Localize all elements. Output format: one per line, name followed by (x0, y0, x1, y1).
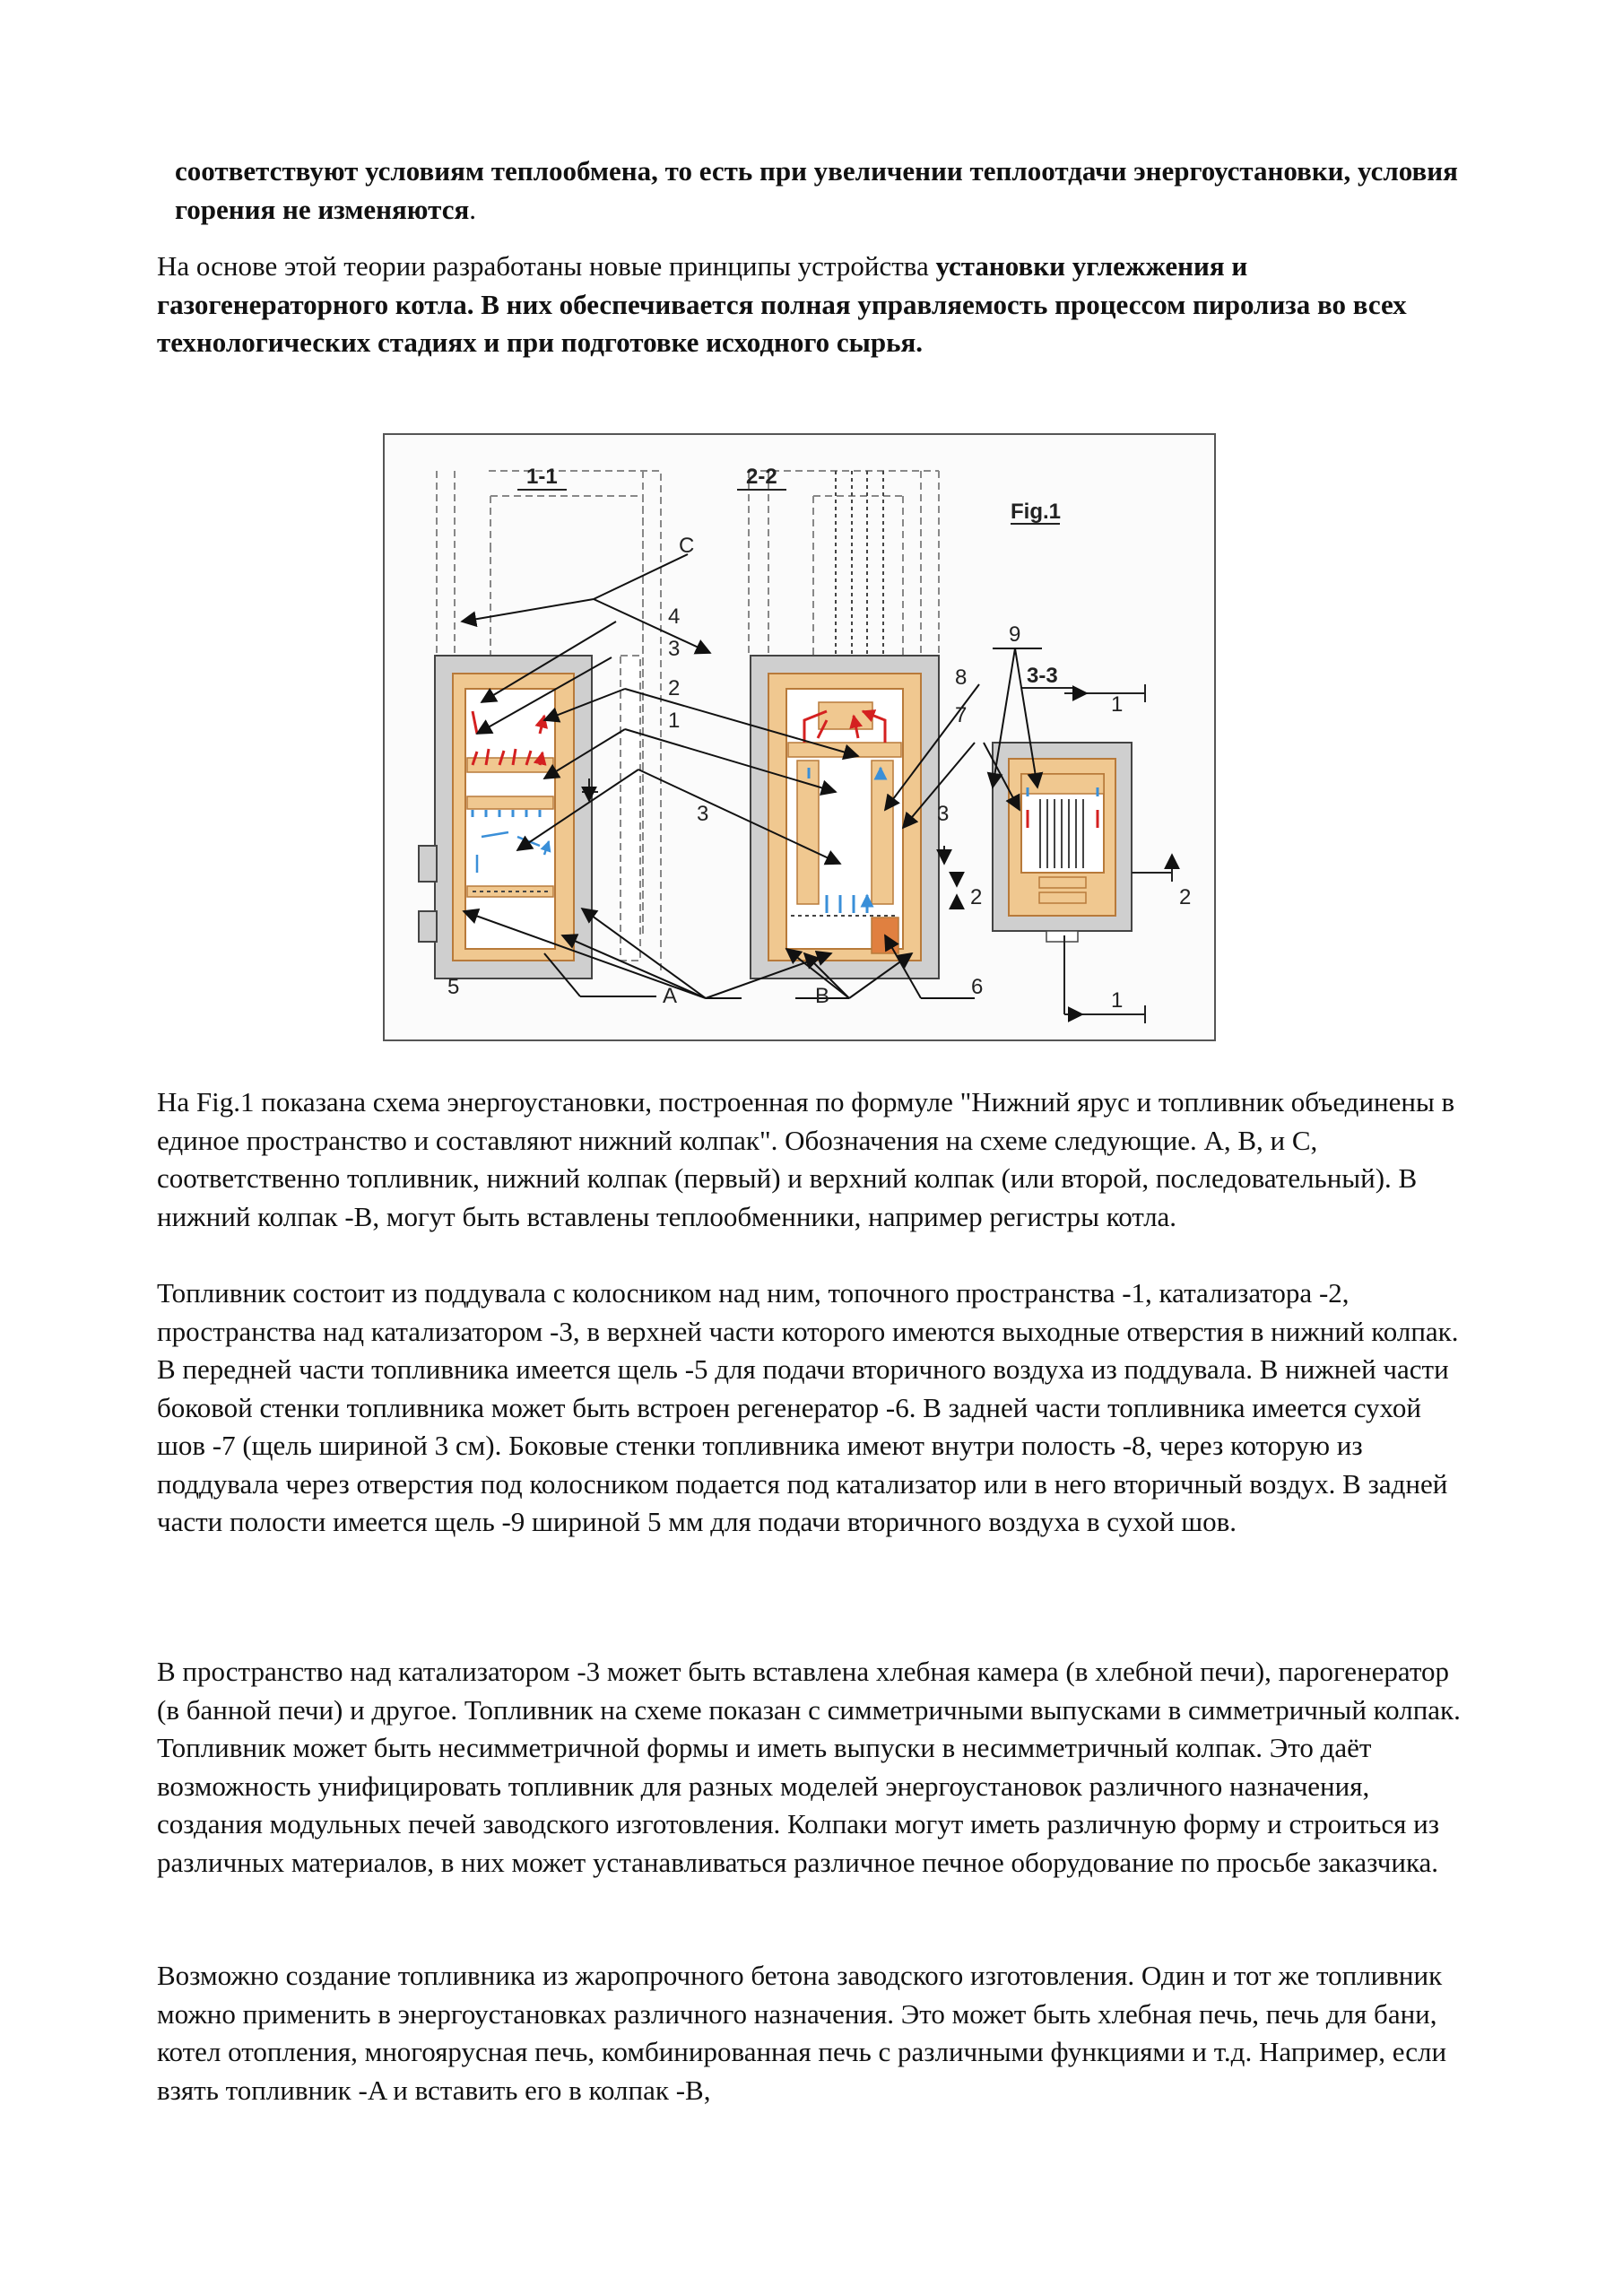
label-1-top: 1 (1111, 692, 1124, 717)
figure-1 (383, 433, 1216, 1041)
label-8: 8 (955, 665, 968, 690)
concrete-firebox-paragraph: Возможно создание топливника из жаропрочного бетона заводского изготовления. Один и тот же топливник можно применить в энергоустановках различного назначения. Это может быть хлебная печь, печь для бани, котел отопления, многоярусная печь, комбинированная печь с различными функциями и т.д. Например, если взять топливник -A и вставить его в колпак -B, (157, 1960, 1447, 2106)
label-2: 2 (668, 676, 681, 700)
label-2-right: 2 (1179, 885, 1192, 909)
label-1: 1 (668, 709, 681, 733)
section-3-3-label: 3-3 (1027, 664, 1058, 688)
theory-bold-text: установки углежжения и газогенераторного котла. В них обеспечивается полная управляемость процессом пиролиза во всех технологических стадиях и при подготовке исходного сырья. (157, 250, 1407, 358)
label-B: B (815, 984, 830, 1008)
label-9: 9 (1009, 622, 1021, 647)
section-1-1-label: 1-1 (526, 465, 558, 489)
fig-description-paragraph: На Fig.1 показана схема энергоустановки, построенная по формуле "Нижний ярус и топливник объединены в единое пространство и составляют нижний колпак". Обозначения на схеме следующие. A, B, и C, соответственно топливник, нижний колпак (первый) и верхний колпак (или второй, последовательный). В нижний колпак -B, могут быть вставлены теплообменники, например регистры котла. (157, 1086, 1455, 1232)
figure-title: Fig.1 (1011, 500, 1062, 524)
label-C: C (679, 534, 695, 558)
label-6: 6 (971, 975, 984, 999)
section-3-3-drawing (993, 743, 1132, 942)
label-5: 5 (447, 975, 460, 999)
catalyst-space-paragraph: В пространство над катализатором -3 может быть вставлена хлебная камера (в хлебной печи), парогенератор (в банной печи) и другое. Топливник на схеме показан с симметричными выпусками в симметричный колпак. Топливник может быть несимметричной формы и иметь выпуски в несимметричный колпак. Это даёт возможность унифицировать топливник для разных моделей энергоустановок различного назначения, создания модульных печей заводского изготовления. Колпаки могут иметь различную форму и строиться из различных материалов, в них может устанавливаться различное печное оборудование по просьбе заказчика. (157, 1656, 1461, 1878)
firebox-paragraph: Топливник состоит из поддувала с колосником над ним, топочного пространства -1, катализатора -2, пространства над катализатором -3, в верхней части которого имеются выходные отверстия в нижний колпак. В передней части топливника имеется щель -5 для подачи вторичного воздуха из поддувала. В нижней части боковой стенки топливника может быть встроен регенератор -6. В задней части топливника имеется сухой шов -7 (щель шириной 3 см). Боковые стенки топливника имеют внутри полость -8, через которую из поддувала через отверстия под колосником подается под катализатор или в него вторичный воздух. В задней части полости имеется щель -9 шириной 5 мм для подачи вторичного воздуха в сухой шов. (157, 1277, 1459, 1537)
intro-bold-text: соответствуют условиям теплообмена, то есть при увеличении теплоотдачи энергоустановки, условия горения не изменяются (175, 155, 1458, 225)
label-A: A (663, 984, 678, 1008)
section-2-2-label: 2-2 (746, 465, 777, 489)
theory-paragraph (157, 248, 1475, 362)
label-3-dim: 3 (697, 802, 709, 826)
intro-period: . (469, 193, 476, 225)
label-3: 3 (668, 637, 681, 661)
label-2-side: 2 (970, 885, 983, 909)
label-3-side: 3 (937, 802, 950, 826)
theory-text: На основе этой теории разработаны новые принципы устройства (157, 250, 936, 282)
label-4: 4 (668, 604, 681, 629)
label-1-bottom: 1 (1111, 988, 1124, 1013)
intro-paragraph (175, 152, 1475, 229)
stove-diagram (383, 433, 1216, 1041)
label-7: 7 (955, 703, 968, 727)
